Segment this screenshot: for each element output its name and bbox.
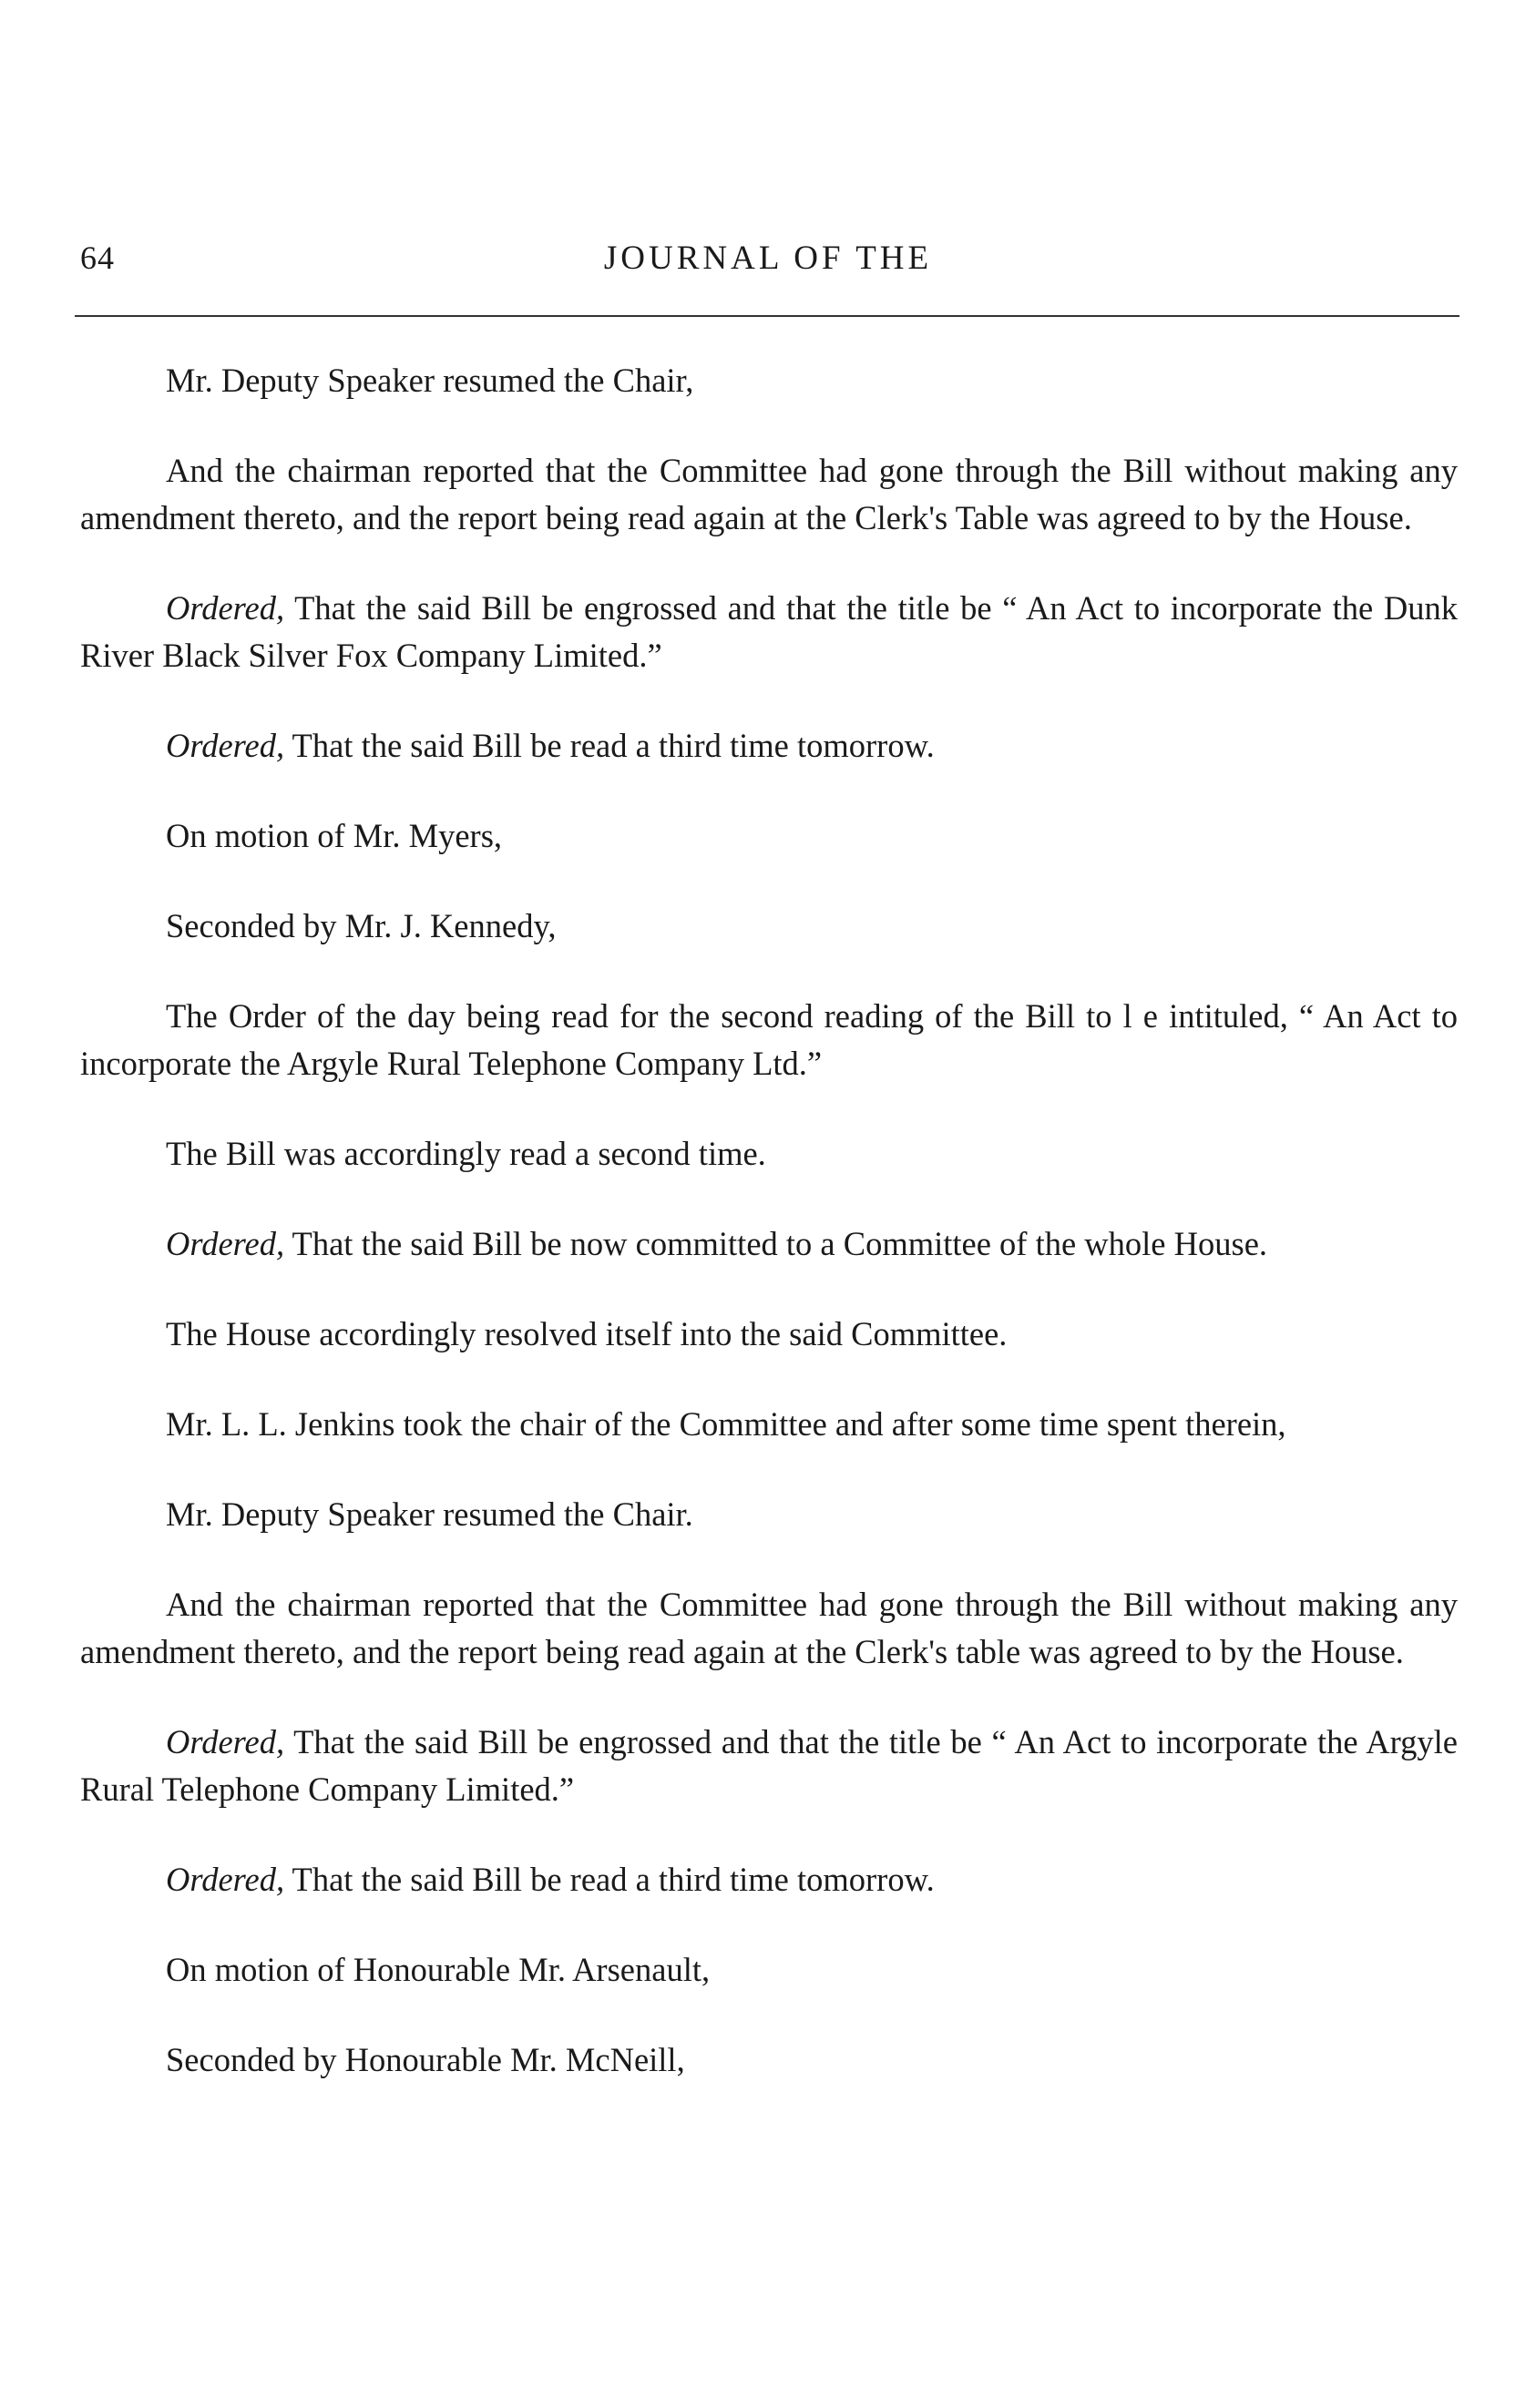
header-rule (75, 315, 1459, 317)
paragraph (80, 993, 1458, 1087)
paragraph (80, 722, 1458, 770)
paragraph-text: The Bill was accordingly read a second time. (166, 1135, 766, 1172)
running-head: JOURNAL OF THE (603, 240, 933, 277)
paragraph-text: And the chairman reported that the Committee had gone through the Bill without making any amendment thereto, and the report being read again at the Clerk's table was agreed to by the House. (80, 1586, 1458, 1670)
paragraph (80, 1130, 1458, 1178)
paragraph (80, 1581, 1458, 1676)
paragraph-text: Mr. Deputy Speaker resumed the Chair, (166, 362, 694, 399)
paragraph-text: That the said Bill be now committed to a Committee of the whole House. (284, 1225, 1268, 1262)
paragraph-text: And the chairman reported that the Committee had gone through the Bill without making any amendment thereto, and the report being read again at the Clerk's Table was agreed to by the House. (80, 452, 1458, 536)
paragraph (80, 357, 1458, 404)
page-number: 64 (80, 240, 115, 276)
paragraph-text: Seconded by Mr. J. Kennedy, (166, 907, 557, 944)
paragraph-text: That the said Bill be engrossed and that the title be “ An Act to incorporate the Dunk River Black Silver Fox Company Limited.” (80, 589, 1458, 674)
paragraph-text: On motion of Mr. Myers, (166, 817, 503, 854)
paragraph-lead: Ordered, (166, 727, 285, 764)
paragraph-text: Mr. Deputy Speaker resumed the Chair. (166, 1495, 693, 1533)
paragraph-text: The House accordingly resolved itself into the said Committee. (166, 1315, 1008, 1352)
paragraph-text: Mr. L. L. Jenkins took the chair of the Committee and after some time spent therein, (166, 1405, 1286, 1443)
paragraph-text: That the said Bill be engrossed and that the title be “ An Act to incorporate the Argyle Rural Telephone Company Limited.” (80, 1723, 1458, 1808)
paragraph (80, 1856, 1458, 1903)
paragraph (80, 447, 1458, 542)
paragraph (80, 1946, 1458, 1994)
paragraph (80, 1401, 1458, 1448)
page-header (71, 239, 1465, 293)
paragraph-lead: Ordered, (166, 1723, 285, 1760)
paragraph-text: That the said Bill be read a third time tomorrow. (284, 1861, 935, 1898)
paragraph-text: The Order of the day being read for the second reading of the Bill to l e intituled, “ An Act to incorporate the Argyle Rural Telephone Company Ltd.” (80, 997, 1458, 1082)
journal-body (80, 357, 1458, 2127)
paragraph-lead: Ordered, (166, 589, 285, 627)
paragraph-lead: Ordered, (166, 1861, 285, 1898)
paragraph (80, 2036, 1458, 2084)
paragraph-text: Seconded by Honourable Mr. McNeill, (166, 2041, 685, 2078)
paragraph (80, 1311, 1458, 1358)
paragraph (80, 812, 1458, 860)
paragraph (80, 1491, 1458, 1538)
paragraph (80, 585, 1458, 679)
paragraph (80, 1719, 1458, 1813)
paragraph-lead: Ordered, (166, 1225, 285, 1262)
paragraph (80, 903, 1458, 950)
paragraph-text: On motion of Honourable Mr. Arsenault, (166, 1951, 711, 1988)
paragraph-text: That the said Bill be read a third time tomorrow. (284, 727, 935, 764)
paragraph (80, 1220, 1458, 1268)
